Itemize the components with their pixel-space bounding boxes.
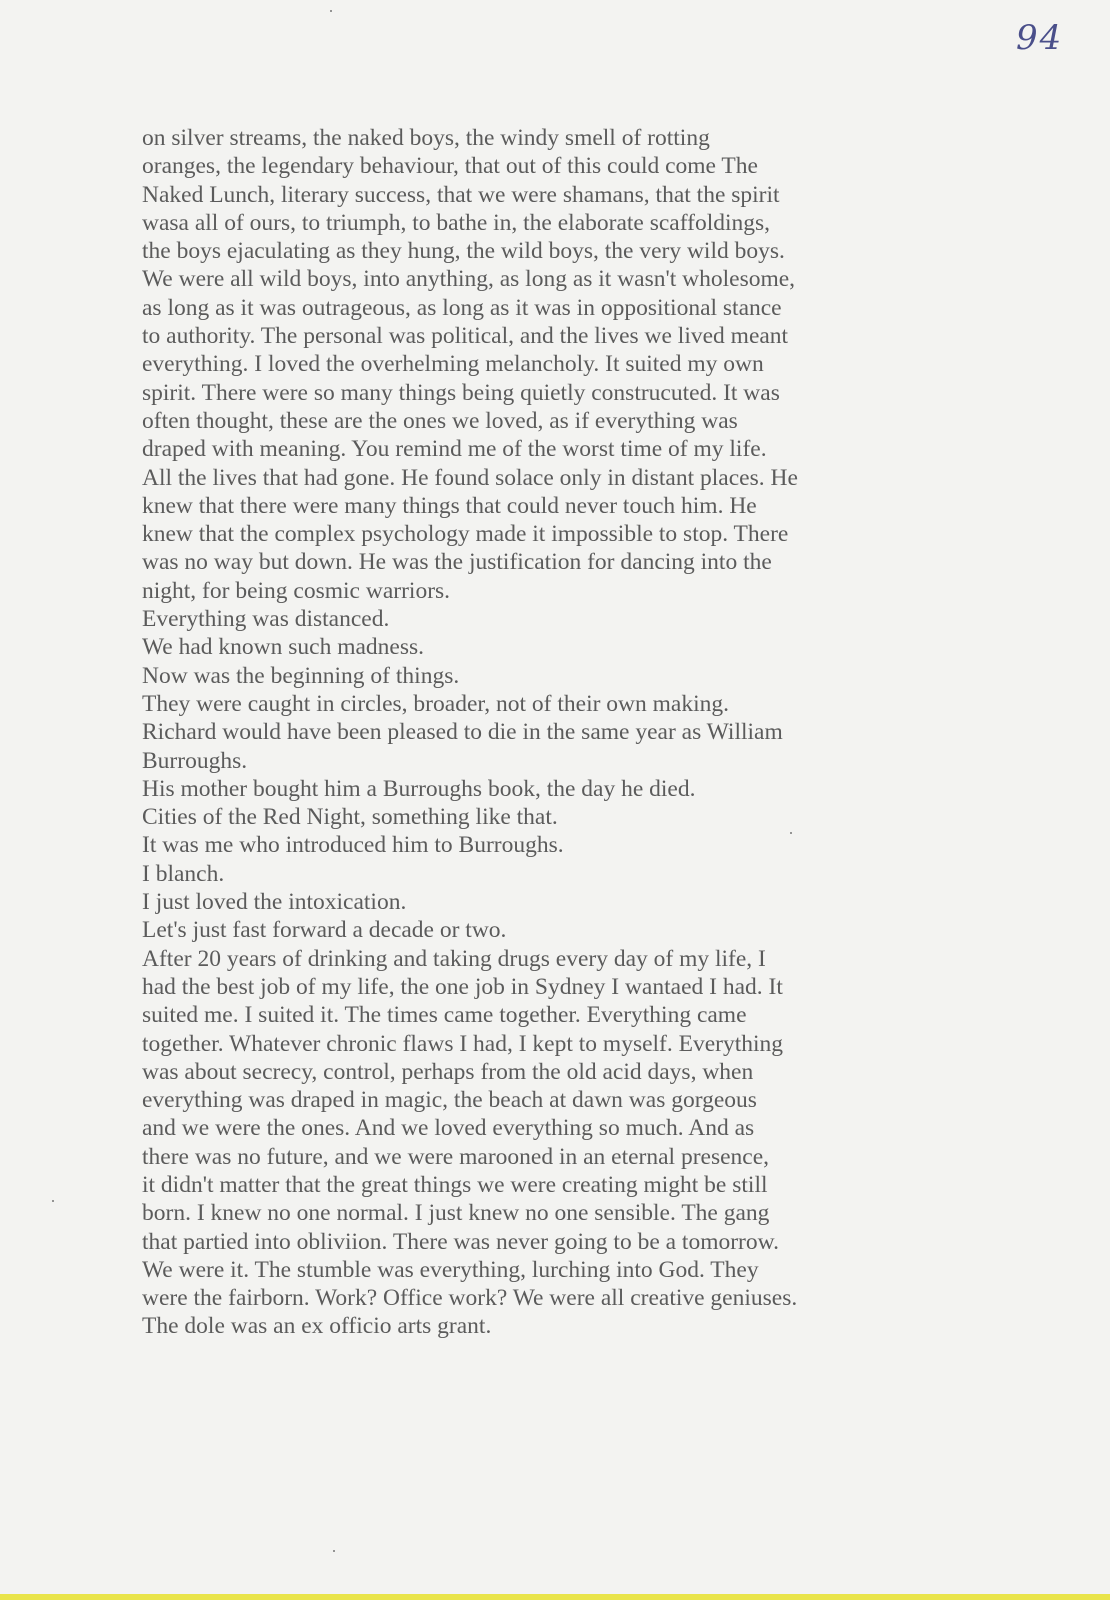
text-line: draped with meaning. You remind me of the worst time of my life. bbox=[142, 436, 767, 463]
paper-speck bbox=[333, 1550, 335, 1552]
text-line: Everything was distanced. bbox=[142, 606, 390, 633]
text-line: Naked Lunch, literary success, that we were shamans, that the spirit bbox=[142, 181, 780, 208]
text-line: was no way but down. He was the justification for dancing into the bbox=[142, 549, 772, 576]
text-line: had the best job of my life, the one job in Sydney I wantaed I had. It bbox=[142, 973, 783, 1000]
text-line: Burroughs. bbox=[142, 747, 248, 774]
text-line: as long as it was outrageous, as long as it was in oppositional stance bbox=[142, 294, 782, 321]
text-line: Richard would have been pleased to die in the same year as William bbox=[142, 719, 783, 746]
text-line: often thought, these are the ones we loved, as if everything was bbox=[142, 407, 738, 434]
text-line: was about secrecy, control, perhaps from the old acid days, when bbox=[142, 1058, 754, 1085]
text-line: knew that the complex psychology made it impossible to stop. There bbox=[142, 521, 789, 548]
text-line: night, for being cosmic warriors. bbox=[142, 577, 451, 604]
text-line: there was no future, and we were marooned in an eternal presence, bbox=[142, 1143, 770, 1170]
paper-speck bbox=[52, 1200, 54, 1202]
text-line: They were caught in circles, broader, not of their own making. bbox=[142, 690, 730, 717]
text-line: oranges, the legendary behaviour, that out of this could come The bbox=[142, 153, 758, 180]
text-line: on silver streams, the naked boys, the windy smell of rotting bbox=[142, 125, 710, 151]
text-line: After 20 years of drinking and taking drugs every day of my life, I bbox=[142, 945, 766, 972]
text-line: It was me who introduced him to Burroughs. bbox=[142, 832, 564, 859]
paper-speck bbox=[790, 832, 792, 834]
text-line: We had known such madness. bbox=[142, 634, 425, 661]
text-line: wasa all of ours, to triumph, to bathe in, the elaborate scaffoldings, bbox=[142, 209, 771, 236]
paper-edge bbox=[0, 1594, 1110, 1600]
body-text bbox=[142, 124, 992, 1341]
text-line: everything was draped in magic, the beach at dawn was gorgeous bbox=[142, 1087, 757, 1114]
text-line: it didn't matter that the great things we were creating might be still bbox=[142, 1171, 768, 1198]
text-line: The dole was an ex officio arts grant. bbox=[142, 1313, 492, 1340]
text-line: I blanch. bbox=[142, 860, 225, 887]
text-line: knew that there were many things that could never touch him. He bbox=[142, 492, 757, 519]
paper-speck bbox=[330, 10, 332, 12]
text-line: and we were the ones. And we loved everything so much. And as bbox=[142, 1115, 755, 1142]
text-line: the boys ejaculating as they hung, the wild boys, the very wild boys. bbox=[142, 238, 785, 265]
text-line: together. Whatever chronic flaws I had, I kept to myself. Everything bbox=[142, 1030, 784, 1057]
text-line: that partied into obliviion. There was never going to be a tomorrow. bbox=[142, 1228, 779, 1255]
text-line: suited me. I suited it. The times came together. Everything came bbox=[142, 1002, 747, 1029]
text-line: We were it. The stumble was everything, lurching into God. They bbox=[142, 1256, 759, 1283]
text-line: everything. I loved the overhelming melancholy. It suited my own bbox=[142, 351, 764, 378]
text-line: I just loved the intoxication. bbox=[142, 889, 407, 916]
text-line: We were all wild boys, into anything, as long as it wasn't wholesome, bbox=[142, 266, 796, 293]
text-line: All the lives that had gone. He found solace only in distant places. He bbox=[142, 464, 798, 491]
text-line: to authority. The personal was political, and the lives we lived meant bbox=[142, 323, 789, 350]
text-line: were the fairborn. Work? Office work? We were all creative geniuses. bbox=[142, 1285, 798, 1312]
text-line: Cities of the Red Night, something like that. bbox=[142, 804, 558, 831]
page-number: 94 bbox=[1016, 18, 1064, 58]
text-line: spirit. There were so many things being quietly construcuted. It was bbox=[142, 379, 780, 406]
text-line: His mother bought him a Burroughs book, the day he died. bbox=[142, 775, 696, 802]
text-line: born. I knew no one normal. I just knew no one sensible. The gang bbox=[142, 1200, 770, 1227]
text-line: Now was the beginning of things. bbox=[142, 662, 460, 689]
text-line: Let's just fast forward a decade or two. bbox=[142, 917, 507, 944]
